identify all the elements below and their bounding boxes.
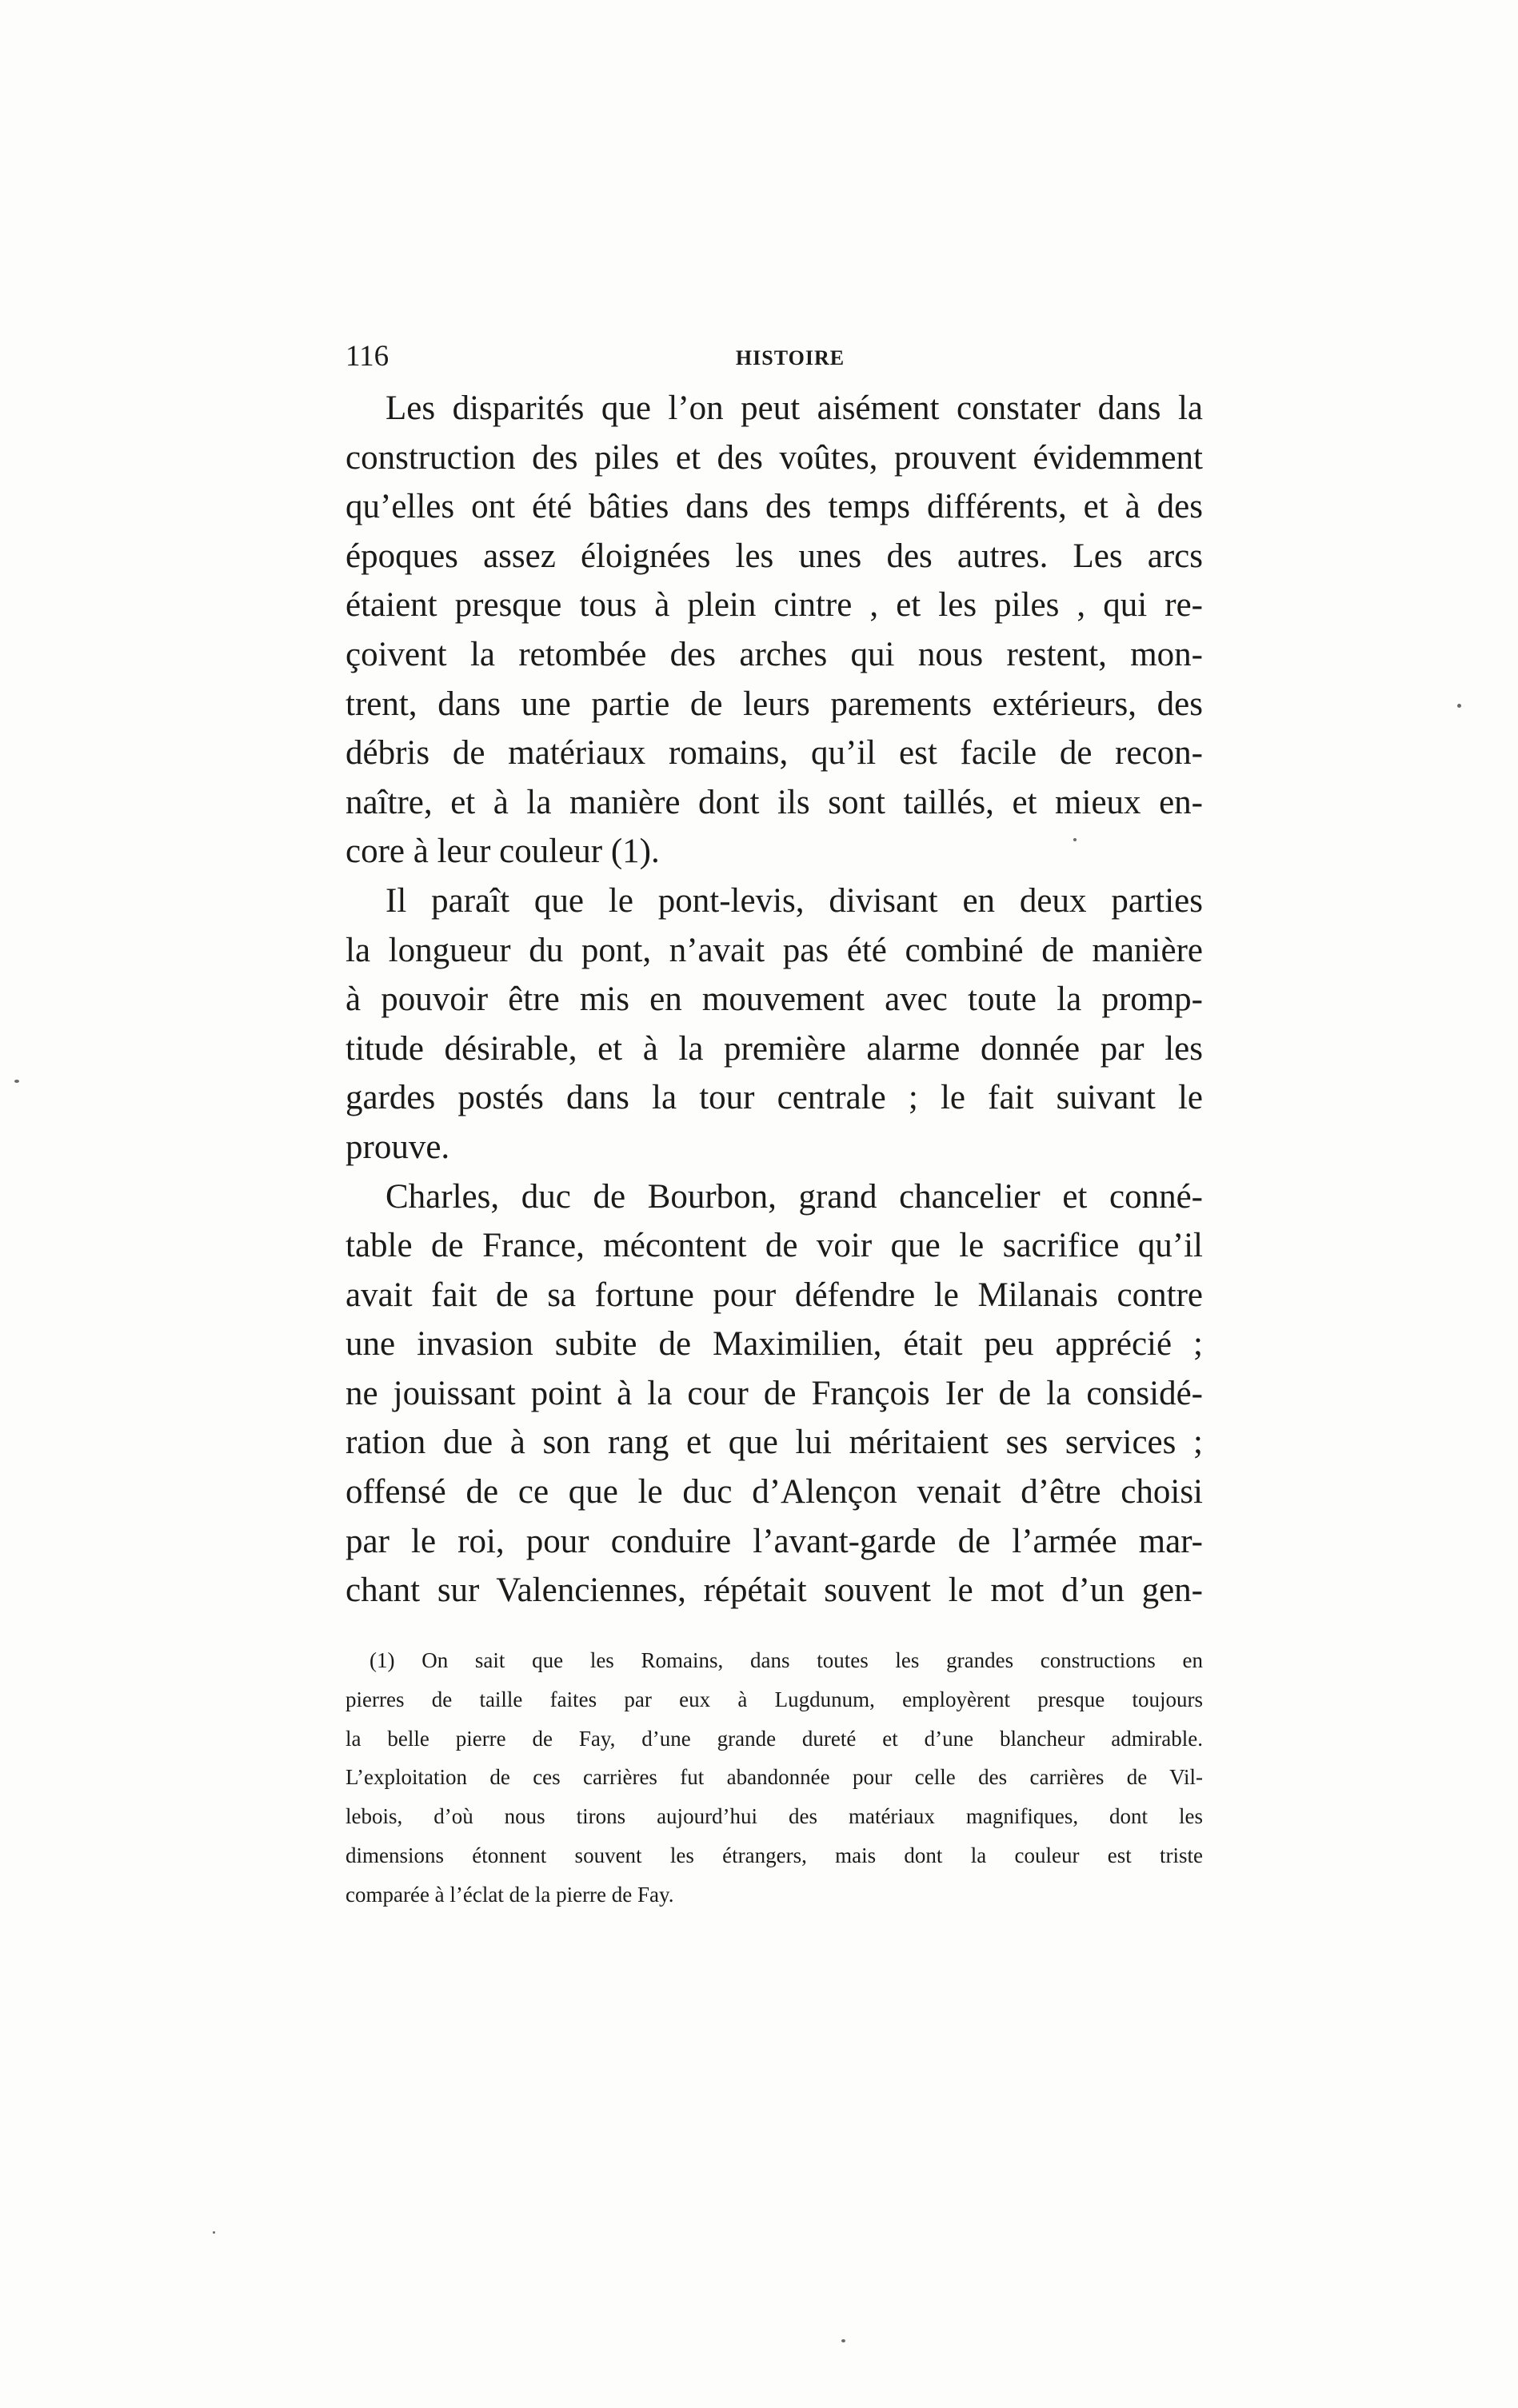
text-line: époques assez éloignées les unes des autres. Les arcs [346,537,1203,575]
text-line: offensé de ce que le duc d’Alençon venait d’être choisi [346,1473,1203,1511]
scan-speck [1073,838,1077,841]
text-line: à pouvoir être mis en mouvement avec toute la promp- [346,980,1203,1019]
text-line: ration due à son rang et que lui méritaient ses services ; [346,1424,1203,1462]
footnote-line: pierres de taille faites par eux à Lugdunum, employèrent presque toujours [346,1687,1203,1711]
running-title: HISTOIRE [735,346,845,369]
text-line: çoivent la retombée des arches qui nous restent, mon- [346,635,1203,673]
scan-speck [841,2339,845,2342]
text-line: qu’elles ont été bâties dans des temps différents, et à des [346,488,1203,526]
body-text [346,384,1203,1615]
text-line: construction des piles et des voûtes, prouvent évidemment [346,438,1203,477]
text-line: table de France, mécontent de voir que le sacrifice qu’il [346,1227,1203,1265]
text-line: naître, et à la manière dont ils sont taillés, et mieux en- [346,783,1203,821]
paragraph [346,384,1203,877]
paragraph [346,1172,1203,1615]
footnote-line: L’exploitation de ces carrières fut abandonnée pour celle des carrières de Vil- [346,1765,1203,1790]
running-head [346,334,1203,379]
text-line: Charles, duc de Bourbon, grand chancelier et conné- [385,1177,1203,1216]
text-line: par le roi, pour conduire l’avant-garde de l’armée mar- [346,1522,1203,1560]
footnote-line: lebois, d’où nous tirons aujourd’hui des matériaux magnifiques, dont les [346,1804,1203,1829]
text-line: ne jouissant point à la cour de François Ier de la considé- [346,1374,1203,1412]
text-line: Il paraît que le pont-levis, divisant en deux parties [385,881,1203,920]
page-number: 116 [346,340,389,373]
scan-speck [1457,704,1461,708]
paragraph [346,877,1203,1172]
footnote-line: la belle pierre de Fay, d’une grande dureté et d’une blancheur admirable. [346,1726,1203,1751]
footnote-line: (1) On sait que les Romains, dans toutes les grandes constructions en [370,1648,1203,1672]
text-line: gardes postés dans la tour centrale ; le fait suivant le [346,1079,1203,1117]
text-line: trent, dans une partie de leurs parements extérieurs, des [346,685,1203,723]
text-line: étaient presque tous à plein cintre , et les piles , qui re- [346,586,1203,625]
footnotes [346,1641,1203,1915]
footnote-line: comparée à l’éclat de la pierre de Fay. [346,1882,674,1907]
text-line: la longueur du pont, n’avait pas été combiné de manière [346,931,1203,969]
text-line: prouve. [346,1128,450,1166]
text-line: Les disparités que l’on peut aisément constater dans la [385,389,1203,427]
text-line: débris de matériaux romains, qu’il est facile de recon- [346,734,1203,773]
scan-speck [213,2231,215,2234]
text-line: core à leur couleur (1). [346,833,660,871]
text-line: une invasion subite de Maximilien, était peu apprécié ; [346,1325,1203,1364]
text-line: chant sur Valenciennes, répétait souvent le mot d’un gen- [346,1571,1203,1610]
scan-speck [14,1080,19,1083]
text-line: titude désirable, et à la première alarme donnée par les [346,1029,1203,1068]
footnote [346,1641,1203,1915]
footnote-line: dimensions étonnent souvent les étrangers, mais dont la couleur est triste [346,1843,1203,1867]
text-line: avait fait de sa fortune pour défendre le Milanais contre [346,1276,1203,1314]
